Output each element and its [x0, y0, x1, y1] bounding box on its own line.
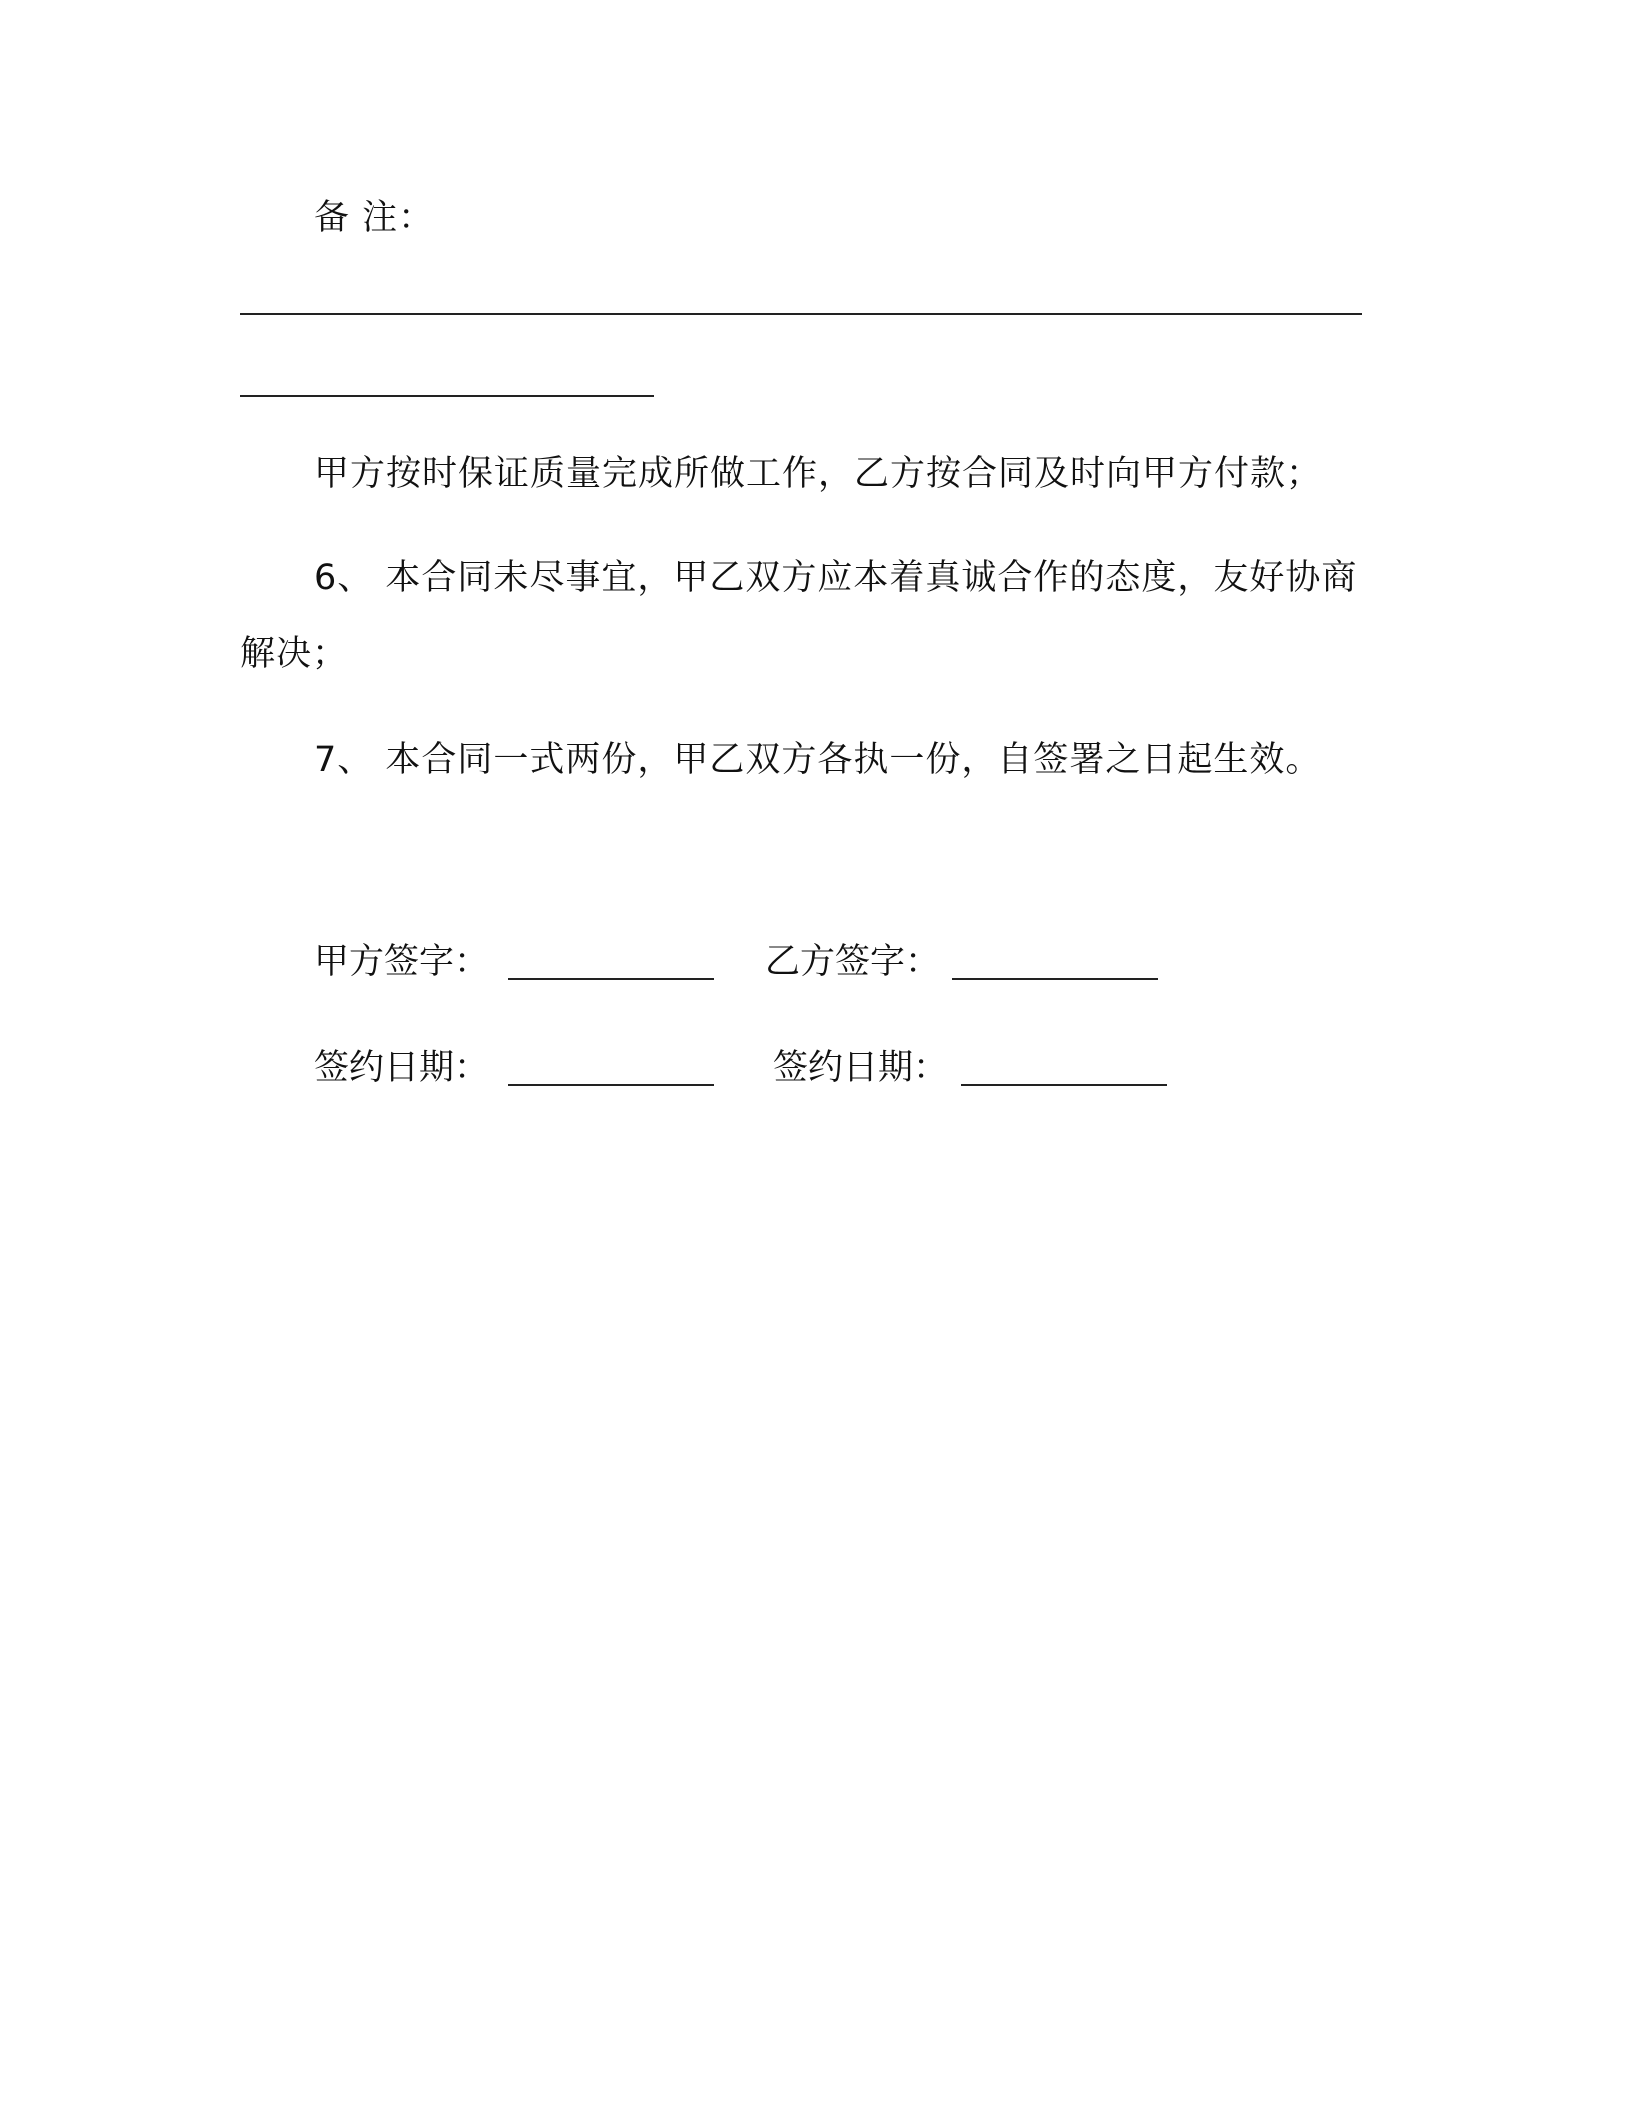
party-a-date-label: 签约日期：: [314, 1048, 490, 1088]
clause-payment: 甲方按时保证质量完成所做工作，乙方按合同及时向甲方付款；: [314, 454, 1323, 494]
date-row: [0, 1044, 1632, 1100]
clause-6-line-2: 解决；: [240, 634, 349, 674]
party-b-date-field[interactable]: [961, 1084, 1167, 1086]
remarks-blank-line-1: [240, 313, 1362, 315]
signature-row: [0, 938, 1632, 994]
party-a-signature-field[interactable]: [508, 978, 714, 980]
clause-6-line-1: 6、 本合同未尽事宜，甲乙双方应本着真诚合作的态度，友好协商: [314, 558, 1358, 598]
remarks-label: 备 注：: [314, 198, 435, 238]
party-b-signature-field[interactable]: [952, 978, 1158, 980]
party-b-date-label: 签约日期：: [773, 1048, 949, 1088]
party-b-signature-label: 乙方签字：: [765, 942, 941, 982]
party-a-date-field[interactable]: [508, 1084, 714, 1086]
party-a-signature-label: 甲方签字：: [314, 942, 490, 982]
clause-7: 7、 本合同一式两份，甲乙双方各执一份，自签署之日起生效。: [314, 740, 1322, 780]
remarks-blank-line-2: [240, 395, 654, 397]
